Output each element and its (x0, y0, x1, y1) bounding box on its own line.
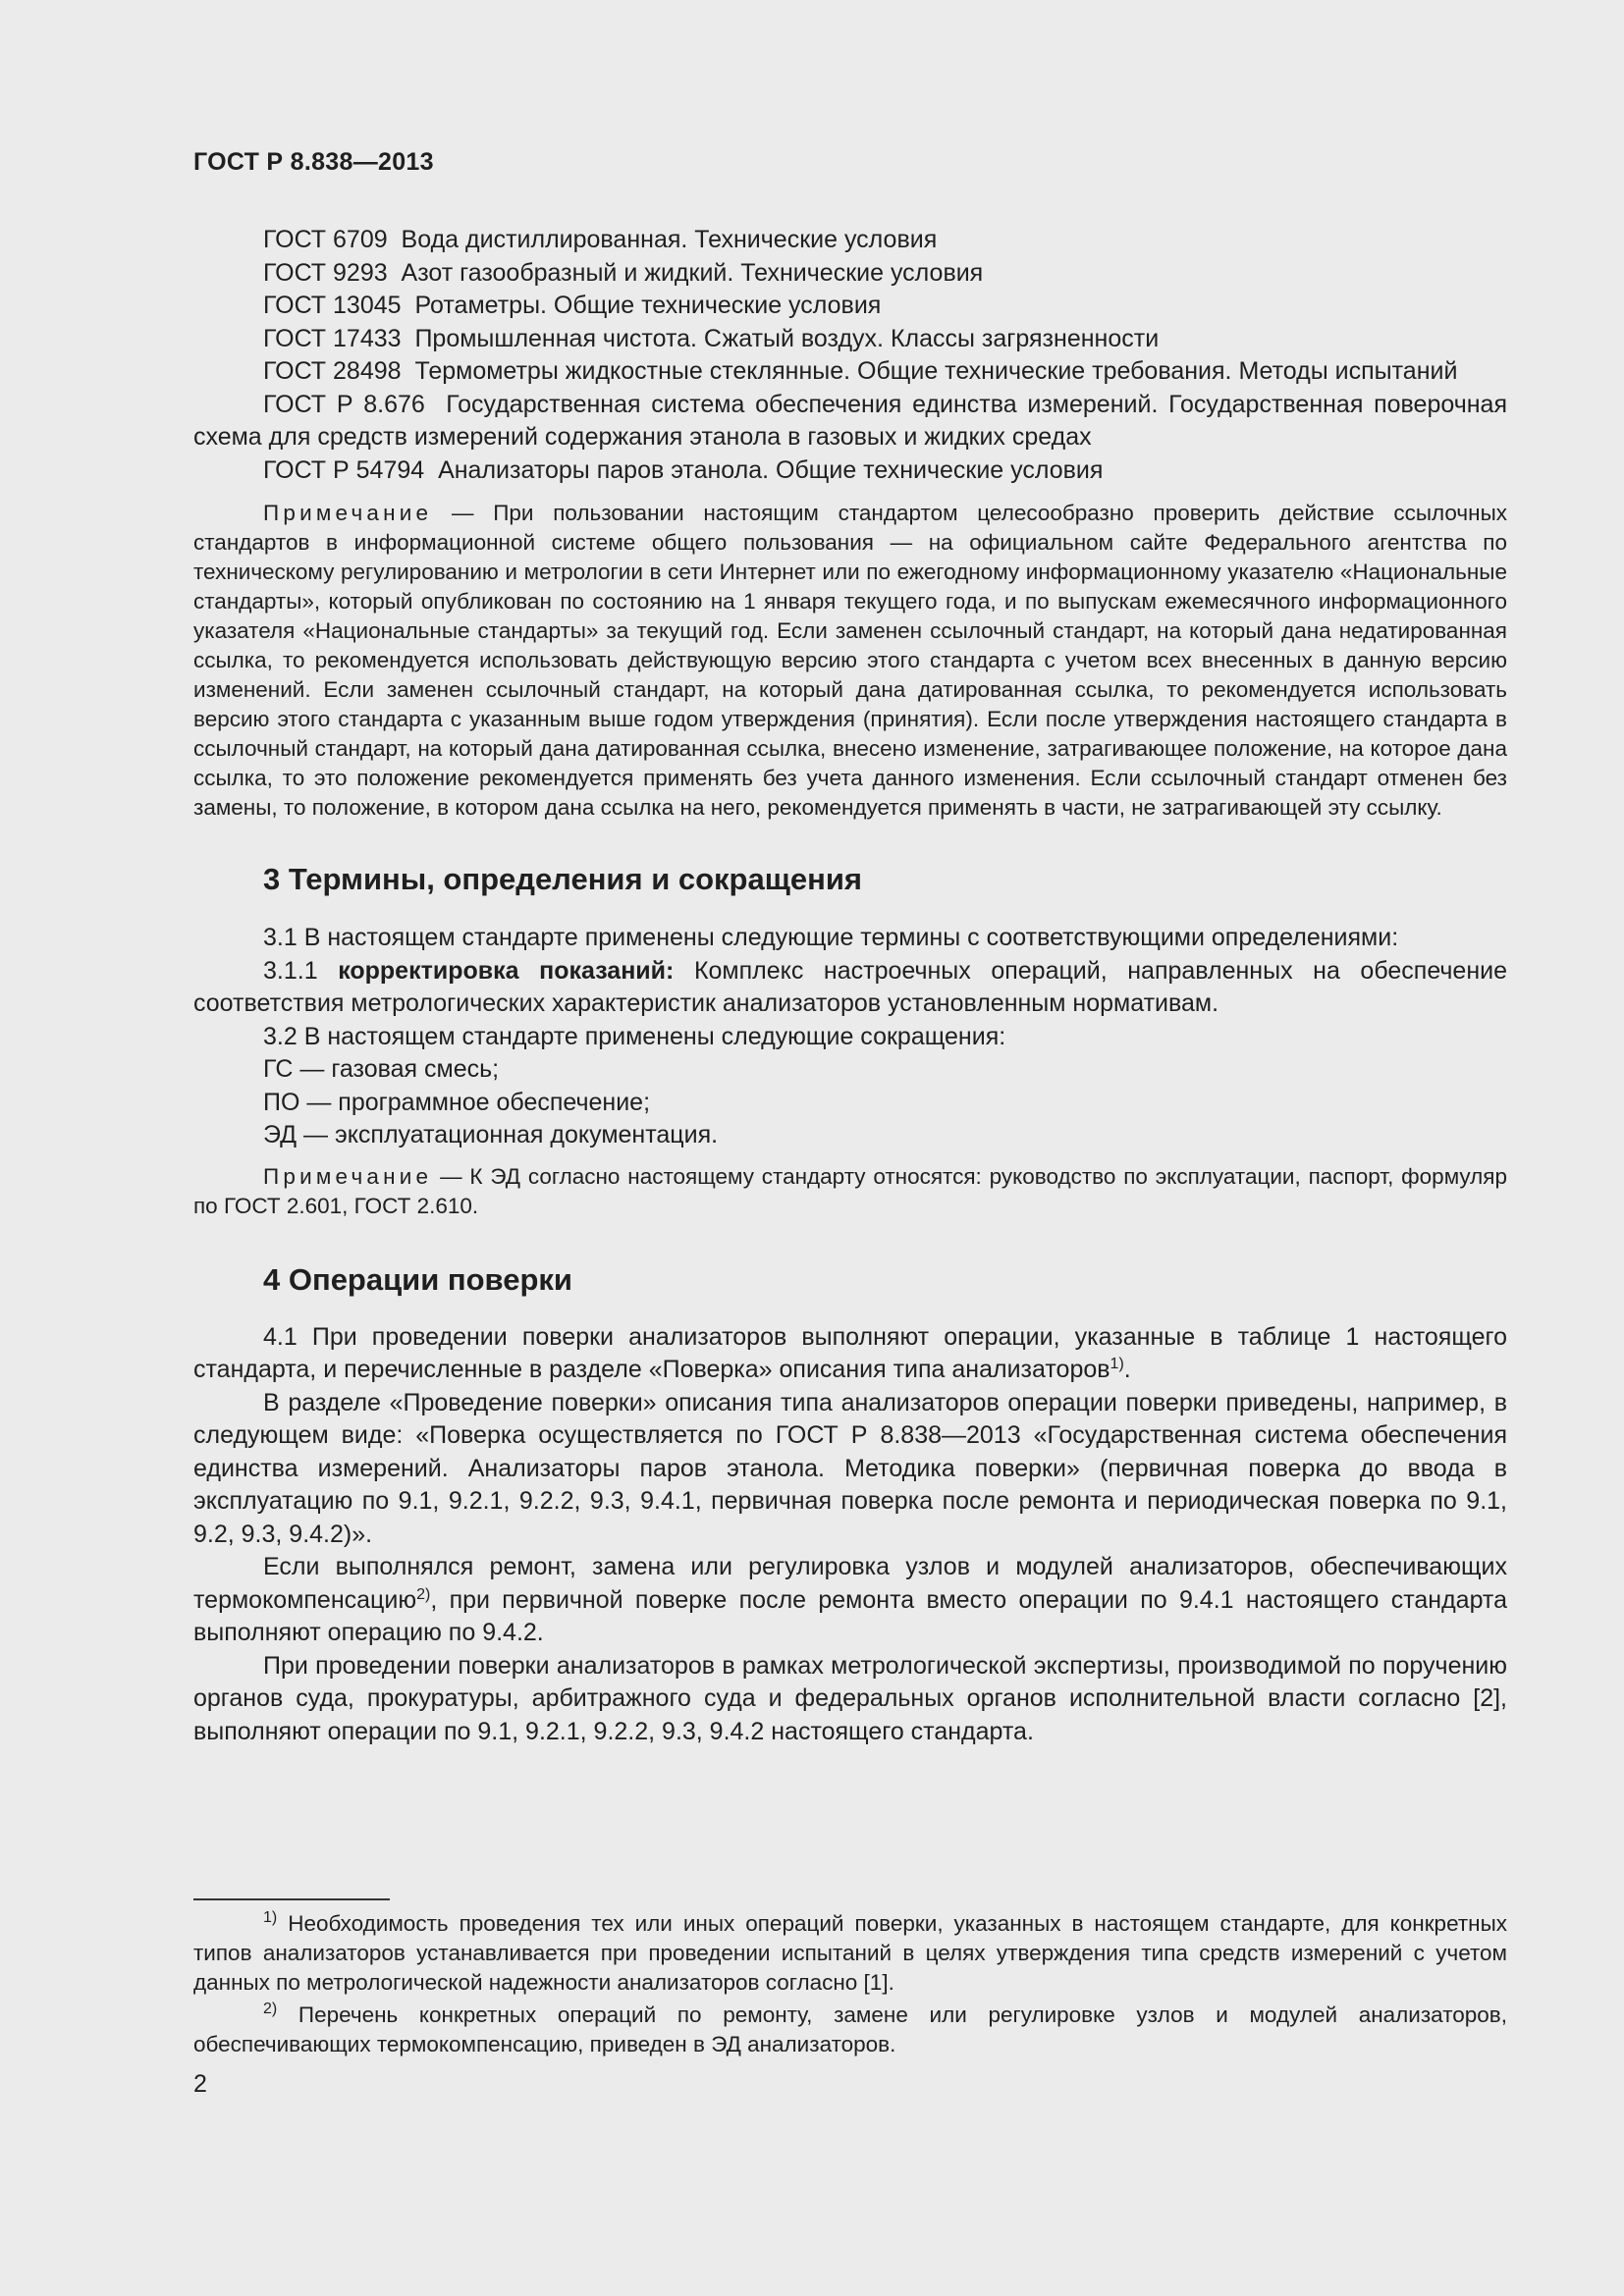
note-text: — К ЭД согласно настоящему стандарту относятся: руководство по эксплуатации, паспорт, формуляр по ГОСТ 2.601, ГОСТ 2.610. (193, 1163, 1507, 1218)
footnote-ref: 2) (416, 1585, 431, 1603)
note-text: — При пользовании настоящим стандартом целесообразно проверить действие ссылочных стандартов в информационной системе общего пользования — на официальном сайте Федерального агентства по техническому регулированию и метрологии в сети Интернет или по ежегодному информационному указателю «Национальные стандарты», который опубликован по состоянию на 1 января текущего года, и по выпускам ежемесячного информационного указателя «Национальные стандарты» за текущий год. Если заменен ссылочный стандарт, на который дана недатированная ссылка, то рекомендуется использовать действующую версию этого стандарта с учетом всех внесенных в данную версию изменений. Если заменен ссылочный стандарт, на который дана датированная ссылка, то рекомендуется использовать версию этого стандарта с указанным выше годом утверждения (принятия). Если после утверждения настоящего стандарта в ссылочный стандарт, на который дана датированная ссылка, внесено изменение, затрагивающее положение, на которое дана ссылка, то это положение рекомендуется применять без учета данного изменения. Если ссылочный стандарт отменен без замены, то положение, в котором дана ссылка на него, рекомендуется применять в части, не затрагивающей эту ссылку. (193, 501, 1507, 820)
reference-title: Ротаметры. Общие технические условия (414, 292, 882, 319)
paragraph-4-1: 4.1 При проведении поверки анализаторов выполняют операции, указанные в таблице 1 настоящего стандарта, и перечисленные в разделе «Поверка» описания типа анализаторов$^{1)}$. (193, 1322, 1507, 1383)
abbreviation-item: ГС — газовая смесь; (263, 1055, 500, 1083)
page-number: 2 (193, 2070, 207, 2098)
reference-title: Государственная система обеспечения единства измерений. Государственная поверочная схема для средств измерений содержания этанола в газовых и жидких средах (193, 390, 1507, 451)
paragraph-3-1: 3.1 В настоящем стандарте применены следующие термины с соответствующими определениями: (263, 924, 1399, 951)
reference-item (193, 355, 1507, 389)
reference-item (193, 454, 1507, 488)
reference-code: ГОСТ 13045 (263, 292, 402, 319)
footnote-mark: 1) (263, 1909, 278, 1926)
section-4-title: 4 Операции поверки (263, 1261, 572, 1297)
paragraph-4-1-example: В разделе «Проведение поверки» описания типа анализаторов операции поверки приведены, например, в следующем виде: «Поверка осуществляется по ГОСТ Р 8.838—2013 «Государственная система обеспечения единства измерений. Анализаторы паров этанола. Методика поверки» (первичная поверка до ввода в эксплуатацию по 9.1, 9.2.1, 9.2.2, 9.3, 9.4.1, первичная поверка после ремонта и периодическая поверка по 9.1, 9.2, 9.3, 9.4.2)». (193, 1388, 1507, 1548)
reference-code: ГОСТ 28498 (263, 357, 402, 385)
reference-title: Анализаторы паров этанола. Общие технические условия (438, 455, 1104, 484)
paragraph-4-1-repair: Если выполнялся ремонт, замена или регулировка узлов и модулей анализаторов, обеспечивающих термокомпенсацию$^{2)}$, при первичной поверке после ремонта вместо операции по 9.4.1 настоящего стандарта выполняют операцию по 9.4.2. (193, 1553, 1507, 1646)
footnote-item (193, 1909, 1507, 1998)
footnote-text: Перечень конкретных операций по ремонту, замене или регулировке узлов и модулей анализаторов, обеспечивающих термокомпенсацию, приведен в ЭД анализаторов. (193, 2002, 1507, 2056)
reference-code: ГОСТ 17433 (263, 324, 402, 352)
reference-item (193, 257, 1507, 291)
references-note (193, 499, 1507, 823)
reference-code: ГОСТ 6709 (263, 226, 388, 253)
section-3-note (193, 1162, 1507, 1221)
note-label: Примечание (263, 501, 433, 525)
references-list (193, 224, 1507, 487)
section-3-title: 3 Термины, определения и сокращения (263, 862, 862, 896)
reference-title: Вода дистиллированная. Технические условия (401, 226, 938, 253)
document-header: ГОСТ Р 8.838—2013 (193, 148, 434, 176)
reference-code: ГОСТ 9293 (263, 258, 388, 287)
footnotes (193, 1909, 1507, 2059)
paragraph-4-1-expertise: При проведении поверки анализаторов в рамках метрологической экспертизы, производимой по поручению органов суда, прокуратуры, арбитражного суда и федеральных органов исполнительной власти согласно [2], выполняют операции по 9.1, 9.2.1, 9.2.2, 9.3, 9.4.2 настоящего стандарта. (193, 1651, 1507, 1745)
reference-title: Промышленная чистота. Сжатый воздух. Классы загрязненности (414, 324, 1160, 352)
footnote-item (193, 2001, 1507, 2059)
paragraph-3-1-1 (193, 955, 1507, 1021)
reference-item (193, 290, 1507, 323)
term-definition: Комплекс настроечных операций, направленных на обеспечение соответствия метрологических характеристик анализаторов установленным нормативам. (193, 956, 1507, 1017)
term: корректировка показаний: (338, 956, 675, 985)
footnote-mark: 2) (263, 2001, 278, 2017)
footnote-text: Необходимость проведения тех или иных операций поверки, указанных в настоящем стандарте, для конкретных типов анализаторов устанавливается при проведении испытаний в целях утверждения типа средств измерений с учетом данных по метрологической надежности анализаторов согласно [1]. (193, 1911, 1507, 1995)
reference-code: ГОСТ Р 54794 (263, 455, 425, 484)
reference-code: ГОСТ Р 8.676 (263, 390, 425, 418)
note-label: Примечание (263, 1163, 433, 1189)
paragraph-3-2: 3.2 В настоящем стандарте применены следующие сокращения: (263, 1022, 1006, 1050)
abbreviation-item: ПО — программное обеспечение; (263, 1088, 651, 1116)
reference-title: Азот газообразный и жидкий. Технические условия (401, 258, 984, 287)
reference-item (193, 389, 1507, 454)
clause-number: 3.1.1 (263, 956, 339, 985)
reference-item (193, 323, 1507, 356)
reference-title: Термометры жидкостные стеклянные. Общие технические требования. Методы испытаний (414, 357, 1458, 385)
document-body (193, 224, 1507, 1748)
footnote-ref: 1) (1110, 1356, 1124, 1372)
footnote-divider (193, 1898, 390, 1900)
abbreviation-item: ЭД — эксплуатационная документация. (263, 1121, 719, 1148)
reference-item (193, 224, 1507, 257)
